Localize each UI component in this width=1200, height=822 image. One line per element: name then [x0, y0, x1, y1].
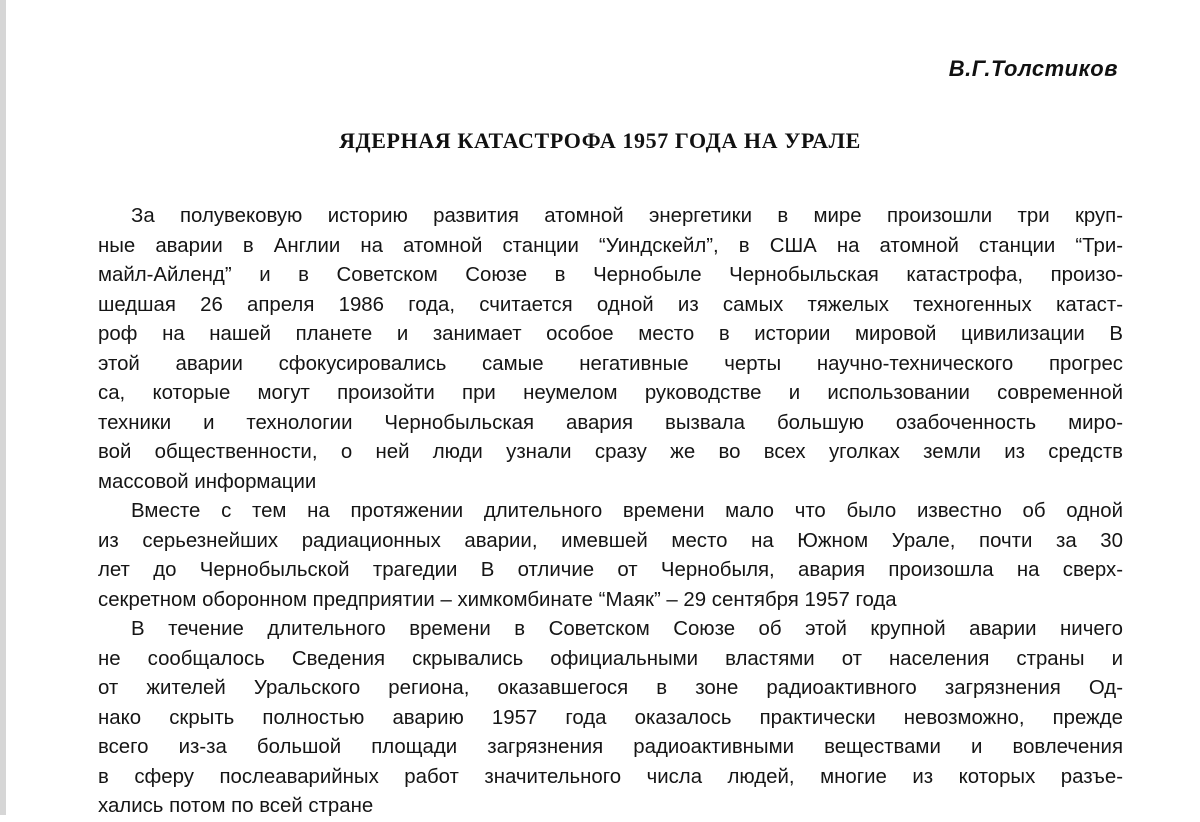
text-line: хались потом по всей стране	[98, 795, 374, 817]
paragraph	[98, 202, 1123, 497]
text-line: техники и технологии Чернобыльская авария вызвала большую озабоченность миро-	[98, 411, 1123, 434]
text-line: от жителей Уральского региона, оказавшегося в зоне радиоактивного загрязнения Од-	[98, 677, 1123, 699]
page-left-edge	[0, 0, 6, 815]
text-line: из серьезнейших радиационных аварии, имевшей место на Южном Урале, почти за 30	[98, 529, 1123, 552]
paragraph	[98, 615, 1123, 822]
text-line: нако скрыть полностью аварию 1957 года оказалось практически невозможно, прежде	[98, 706, 1123, 729]
text-line: В течение длительного времени в Советском Союзе об этой крупной аварии ничего	[131, 618, 1123, 640]
text-line: всего из-за большой площади загрязнения радиоактивными веществами и вовлечения	[98, 736, 1123, 758]
text-line: не сообщалось Сведения скрывались официальными властями от населения страны и	[98, 647, 1123, 670]
text-line: массовой информации	[98, 470, 317, 493]
text-line: Вместе с тем на протяжении длительного времени мало что было известно об одной	[131, 500, 1123, 522]
text-line: лет до Чернобыльской трагедии В отличие от Чернобыля, авария произошла на сверх-	[98, 559, 1123, 581]
text-line: шедшая 26 апреля 1986 года, считается одной из самых тяжелых техногенных катаст-	[98, 293, 1123, 316]
text-line: За полувековую историю развития атомной энергетики в мире произошли три круп-	[131, 205, 1123, 227]
text-line: вой общественности, о ней люди узнали сразу же во всех уголках земли из средств	[98, 441, 1123, 463]
article-body	[98, 202, 1123, 822]
text-line: в сферу послеаварийных работ значительного числа людей, многие из которых разъе-	[98, 765, 1123, 788]
text-line: ные аварии в Англии на атомной станции “Уиндскейл”, в США на атомной станции “Три-	[98, 234, 1123, 257]
author-name: В.Г.Толстиков	[948, 56, 1118, 81]
article-title: ЯДЕРНАЯ КАТАСТРОФА 1957 ГОДА НА УРАЛЕ	[339, 128, 861, 153]
text-line: этой аварии сфокусировались самые негативные черты научно-технического прогрес	[98, 352, 1123, 375]
text-line: са, которые могут произойти при неумелом руководстве и использовании современной	[98, 382, 1123, 404]
paragraph	[98, 497, 1123, 615]
text-line: роф на нашей планете и занимает особое место в истории мировой цивилизации В	[98, 323, 1123, 345]
text-line: майл-Айленд” и в Советском Союзе в Чернобыле Чернобыльская катастрофа, произо-	[98, 264, 1123, 286]
text-line: секретном оборонном предприятии – химкомбинате “Маяк” – 29 сентября 1957 года	[98, 588, 897, 611]
